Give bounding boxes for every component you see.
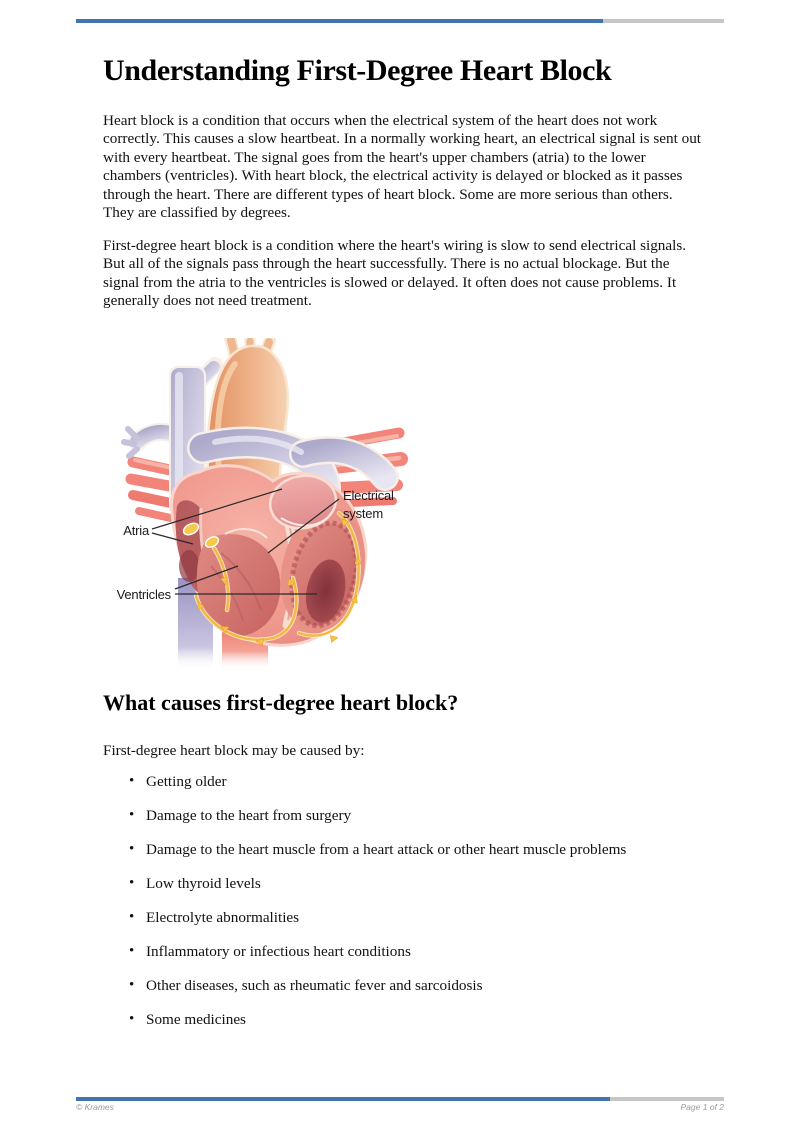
heart-anatomy-figure <box>103 338 443 673</box>
ventricles-label: Ventricles <box>116 587 171 602</box>
list-item: • Electrolyte abnormalities <box>103 908 707 927</box>
causes-intro-text: First-degree heart block may be caused by: <box>103 742 365 759</box>
electrical-system-label-line2: system <box>343 506 383 521</box>
top-accent-bar-blue <box>76 19 603 23</box>
heart-illustration <box>103 338 443 673</box>
intro-paragraph-1: Heart block is a condition that occurs when the electrical system of the heart does not work correctly. This causes a slow heartbeat. In a normally working heart, an electrical signal is sent out with every heartbeat. The signal goes from the heart's upper chambers (atria) to the lower chambers (ventricles). With heart block, the electrical activity is delayed or blocked as it passes through the heart. There are different types of heart block. Some are more serious than others. They are classified by degrees. <box>103 112 702 222</box>
page-number-text: Page 1 of 2 <box>680 1102 724 1112</box>
list-item: • Some medicines <box>103 1010 707 1029</box>
section-heading: What causes first-degree heart block? <box>103 690 459 715</box>
causes-list <box>103 772 707 1044</box>
list-item: • Getting older <box>103 772 707 791</box>
copyright-text: © Krames <box>76 1102 114 1112</box>
list-item: • Low thyroid levels <box>103 874 707 893</box>
intro-paragraph-2: First-degree heart block is a condition where the heart's wiring is slow to send electrical signals. But all of the signals pass through the heart successfully. There is no actual blockage. But the signal from the atria to the ventricles is slowed or delayed. It often does not cause problems. It generally does not need treatment. <box>103 237 687 310</box>
list-item: • Other diseases, such as rheumatic fever and sarcoidosis <box>103 976 707 995</box>
atria-label: Atria <box>123 523 149 538</box>
footer-accent-bar <box>76 1097 724 1101</box>
top-accent-bar <box>76 19 724 23</box>
footer-accent-bar-blue <box>76 1097 610 1101</box>
footer-accent-bar-gray <box>610 1097 724 1101</box>
top-accent-bar-gray <box>603 19 724 23</box>
list-item: • Damage to the heart from surgery <box>103 806 707 825</box>
page-title: Understanding First-Degree Heart Block <box>103 54 612 87</box>
list-item: • Damage to the heart muscle from a heart attack or other heart muscle problems <box>103 840 707 859</box>
list-item: • Inflammatory or infectious heart conditions <box>103 942 707 961</box>
electrical-system-label-line1: Electrical <box>343 488 394 503</box>
